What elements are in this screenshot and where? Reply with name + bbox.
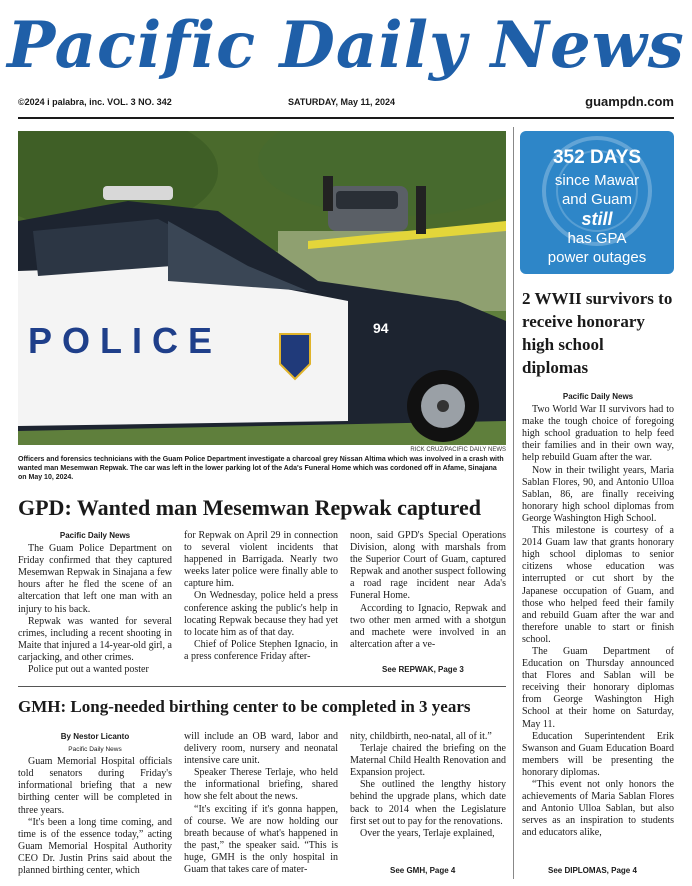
- paragraph: This milestone is courtesy of a 2014 Guam law that grants honorary high school diplomas to senior citizens whose education was interrupted or cut short by the Japanese occupation of Guam, and those who helped feed their family and rebuild Guam after the war and therefore unable to start or finish school.: [522, 525, 674, 645]
- paragraph: Chief of Police Stephen Ignacio, in a press conference Friday after-: [184, 638, 338, 662]
- story-headline[interactable]: 2 WWII survivors to receive honorary high school diplomas: [522, 289, 673, 377]
- continued-link[interactable]: See REPWAK, Page 3: [382, 665, 464, 674]
- outage-promo[interactable]: [520, 131, 674, 274]
- photo-credit: RICK CRUZ/PACIFIC DAILY NEWS: [410, 447, 506, 453]
- paragraph: Speaker Therese Terlaje, who held the informational briefing, shared how she felt about the news.: [184, 767, 338, 803]
- story-headline[interactable]: GPD: Wanted man Mesemwan Repwak captured: [18, 495, 482, 520]
- paragraph: Terlaje chaired the briefing on the Maternal Child Health Renovation and Expansion project.: [350, 743, 506, 779]
- paragraph: She outlined the lengthy history behind the upgrade plans, which date back to 2014 when the Legislature first set out to pay for the renovations.: [350, 779, 506, 827]
- top-rule: [18, 117, 674, 119]
- paragraph: The Guam Department of Education on Thursday announced that Flores and Sablan will be receiving their honorary diplomas from George Washington High School at their home on Saturday, May 11.: [522, 645, 674, 730]
- paragraph: According to Ignacio, Repwak and two other men armed with a shotgun and machete were involved in an altercation after a ve-: [350, 602, 506, 650]
- story-column: [350, 731, 506, 840]
- paragraph: “This event not only honors the achievements of Maria Sablan Flores and Antonio Ulloa Sablan, but also serves as an inspiration to students and educators alike,: [522, 779, 674, 839]
- car-door-label: POLICE: [28, 320, 223, 361]
- paragraph: Now in their twilight years, Maria Sablan Flores, 90, and Antonio Ulloa Sablan, 86, are finally receiving honorary high school diplomas from George Washington High School.: [522, 464, 674, 524]
- promo-text: power outages: [547, 249, 647, 266]
- masthead: [0, 0, 692, 92]
- promo-emphasis: still: [581, 209, 613, 229]
- paragraph: for Repwak on April 29 in connection to several violent incidents that happened in Barrigada. Nearly two weeks later police were finally able to capture him.: [184, 530, 338, 590]
- photo-caption: Officers and forensics technicians with the Guam Police Department investigate a charcoal grey Nissan Altima which was involved in a crash with wanted man Mesemwan Repwak. The car was left in the lower parking lot of the Ada's Funeral Home which was cordoned off in Afame, Sinajana on May 10, 2024.: [18, 456, 504, 481]
- story-column: [350, 530, 506, 651]
- car-number: 94: [373, 320, 389, 336]
- lead-photo: [18, 131, 506, 445]
- newspaper-title: Pacific Daily News: [7, 8, 685, 83]
- byline: Pacific Daily News: [59, 531, 131, 540]
- paragraph: The Guam Police Department on Friday confirmed that they captured Mesemwan Repwak in Sinajana a few hours after he fled the scene of an altercation that left one man with an injury to his back.: [18, 543, 172, 615]
- story-column: [184, 530, 338, 663]
- paragraph: nity, childbirth, neo-natal, all of it.”: [350, 731, 492, 742]
- column-divider: [513, 127, 514, 879]
- paragraph: “It's exciting if it's gonna happen, of course. We are now holding our breath because of what's happened in the past,” the speaker said. “This is huge, GMH is the only hospital in Guam that takes care of mater-: [184, 803, 338, 876]
- story-column: [18, 530, 172, 676]
- byline: Pacific Daily News: [562, 392, 634, 401]
- byline-organization: Pacific Daily News: [68, 746, 122, 754]
- issue-date: SATURDAY, May 11, 2024: [288, 97, 396, 107]
- volume-info: ©2024 i palabra, inc. VOL. 3 NO. 342: [18, 97, 172, 107]
- promo-text: has GPA: [567, 230, 627, 247]
- paragraph: Repwak was wanted for several crimes, including a recent shooting in Maite that injured a 14-year-old girl, a carjacking, and other crimes.: [18, 615, 172, 663]
- section-rule: [18, 686, 506, 687]
- promo-text: since Mawar: [554, 172, 640, 189]
- byline: By Nestor Licanto: [60, 732, 130, 741]
- paragraph: Education Superintendent Erik Swanson and Guam Education Board members will be presenting the honorary diplomas.: [522, 730, 674, 778]
- promo-text: and Guam: [561, 191, 633, 208]
- dateline: [18, 95, 674, 111]
- story-headline[interactable]: GMH: Long-needed birthing center to be completed in 3 years: [18, 697, 471, 716]
- continued-link[interactable]: See DIPLOMAS, Page 4: [548, 866, 637, 875]
- paragraph: “It's been a long time coming, and time is of the essence today,” acting Guam Memorial Hospital Authority CEO Dr. Justin Prins said about the planned birthing center, which: [18, 816, 172, 877]
- story-column: [522, 391, 674, 839]
- website-link[interactable]: guampdn.com: [585, 94, 674, 109]
- paragraph: Over the years, Terlaje explained,: [360, 827, 495, 839]
- paragraph: Two World War II survivors had to make the tough choice of foregoing high school graduation to help feed their families and in their own way, help rebuild Guam after the war.: [522, 404, 674, 464]
- continued-link[interactable]: See GMH, Page 4: [390, 866, 456, 875]
- paragraph: Police put out a wanted poster: [28, 664, 149, 676]
- police-car-photo: [18, 131, 506, 445]
- paragraph: noon, said GPD's Special Operations Division, along with marshals from the Superior Court of Guam, captured Repwak and another suspect following a road rage incident near Ada's Funeral Home.: [350, 530, 506, 602]
- promo-days: 352 DAYS: [552, 147, 642, 168]
- paragraph: On Wednesday, police held a press conference asking the public's help in locating Repwak because they had yet to locate him as of that day.: [184, 590, 338, 638]
- paragraph: Guam Memorial Hospital officials told senators during Friday's informational briefing that a new birthing center will be completed in three years.: [18, 756, 172, 816]
- paragraph: will include an OB ward, labor and delivery room, nursery and neonatal intensive care unit.: [184, 731, 338, 767]
- story-column: [18, 731, 172, 877]
- story-column: [184, 731, 338, 876]
